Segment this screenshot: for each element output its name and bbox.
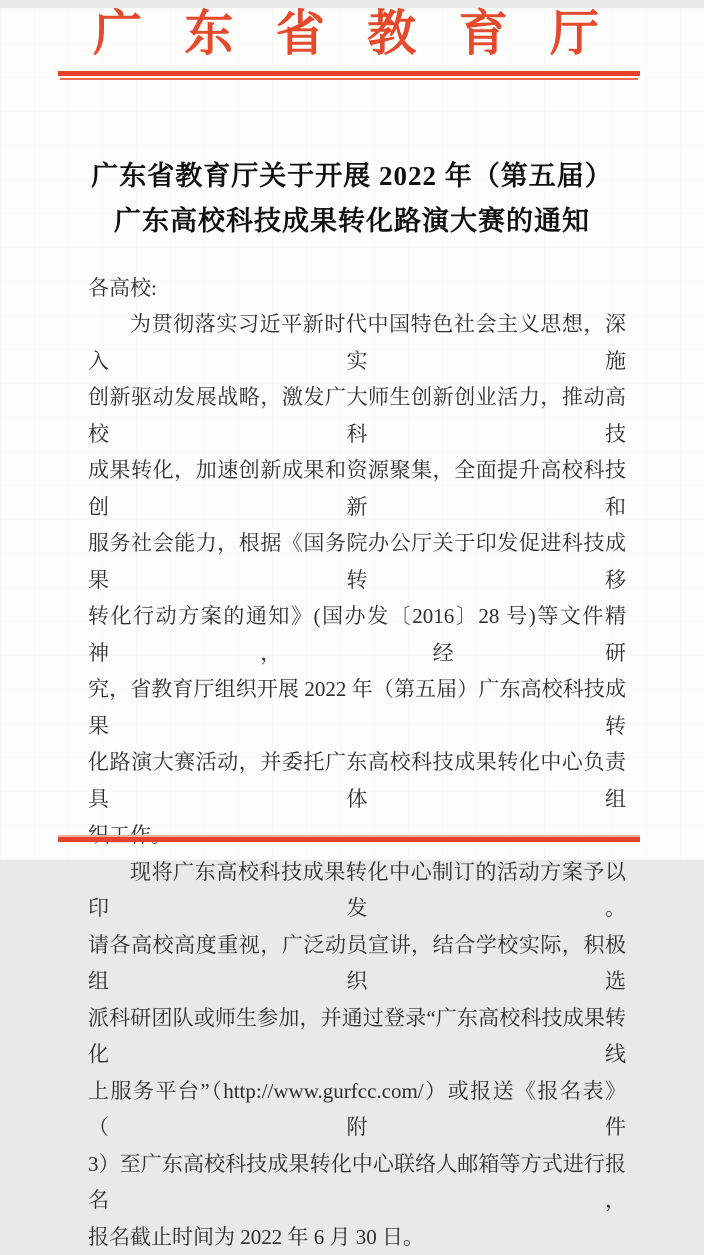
body-line: 究，省教育厅组织开展 2022 年（第五届）广东高校科技成果转: [88, 677, 626, 738]
body-line: 请各高校高度重视，广泛动员宣讲，结合学校实际，积极组织选: [88, 932, 626, 994]
agency-char: 广: [93, 6, 143, 61]
agency-char: 育: [458, 6, 508, 61]
document-page: [0, 6, 704, 1249]
body-line: 化路演大赛活动，并委托广东高校科技成果转化中心负责具体组: [88, 750, 626, 811]
body-line: 服务社会能力，根据《国务院办公厅关于印发促进科技成果转移: [88, 531, 626, 592]
body-line: 转化行动方案的通知》(国办发〔2016〕28 号)等文件精神，经研: [88, 604, 626, 665]
agency-char: 省: [275, 6, 325, 61]
document-title: [0, 154, 704, 244]
agency-char: 厅: [549, 6, 599, 61]
letterhead-rule: [58, 71, 640, 78]
body-line: 报名截止时间为 2022 年 6 月 30 日。: [88, 1224, 424, 1249]
body-line: 上服务平台”（http://www.gurfcc.com/）或报送《报名表》（附件: [88, 1078, 626, 1140]
agency-name: [93, 8, 599, 60]
body-line: 3）至广东高校科技成果转化中心联络人邮箱等方式进行报名，: [88, 1151, 626, 1213]
body-line: 成果转化，加速创新成果和资源聚集，全面提升高校科技创新和: [88, 458, 626, 519]
agency-char: 教: [367, 6, 417, 61]
body-line: 创新驱动发展战略，激发广大师生创新创业活力，推动高校科技: [88, 385, 626, 446]
letterhead: [0, 8, 704, 78]
body-line: 现将广东高校科技成果转化中心制订的活动方案予以印发。: [88, 859, 626, 921]
body-line: 派科研团队或师生参加，并通过登录“广东高校科技成果转化线: [88, 1005, 626, 1067]
document-title-line2: 广东高校科技成果转化路演大赛的通知: [114, 205, 590, 236]
body-line: 为贯彻落实习近平新时代中国特色社会主义思想，深入实施: [88, 312, 626, 373]
footer-rule: [58, 835, 640, 842]
document-title-line1: 广东省教育厅关于开展 2022 年（第五届）: [91, 160, 613, 191]
salutation: 各高校:: [88, 275, 157, 300]
agency-char: 东: [184, 6, 234, 61]
document-body: [88, 270, 626, 1255]
